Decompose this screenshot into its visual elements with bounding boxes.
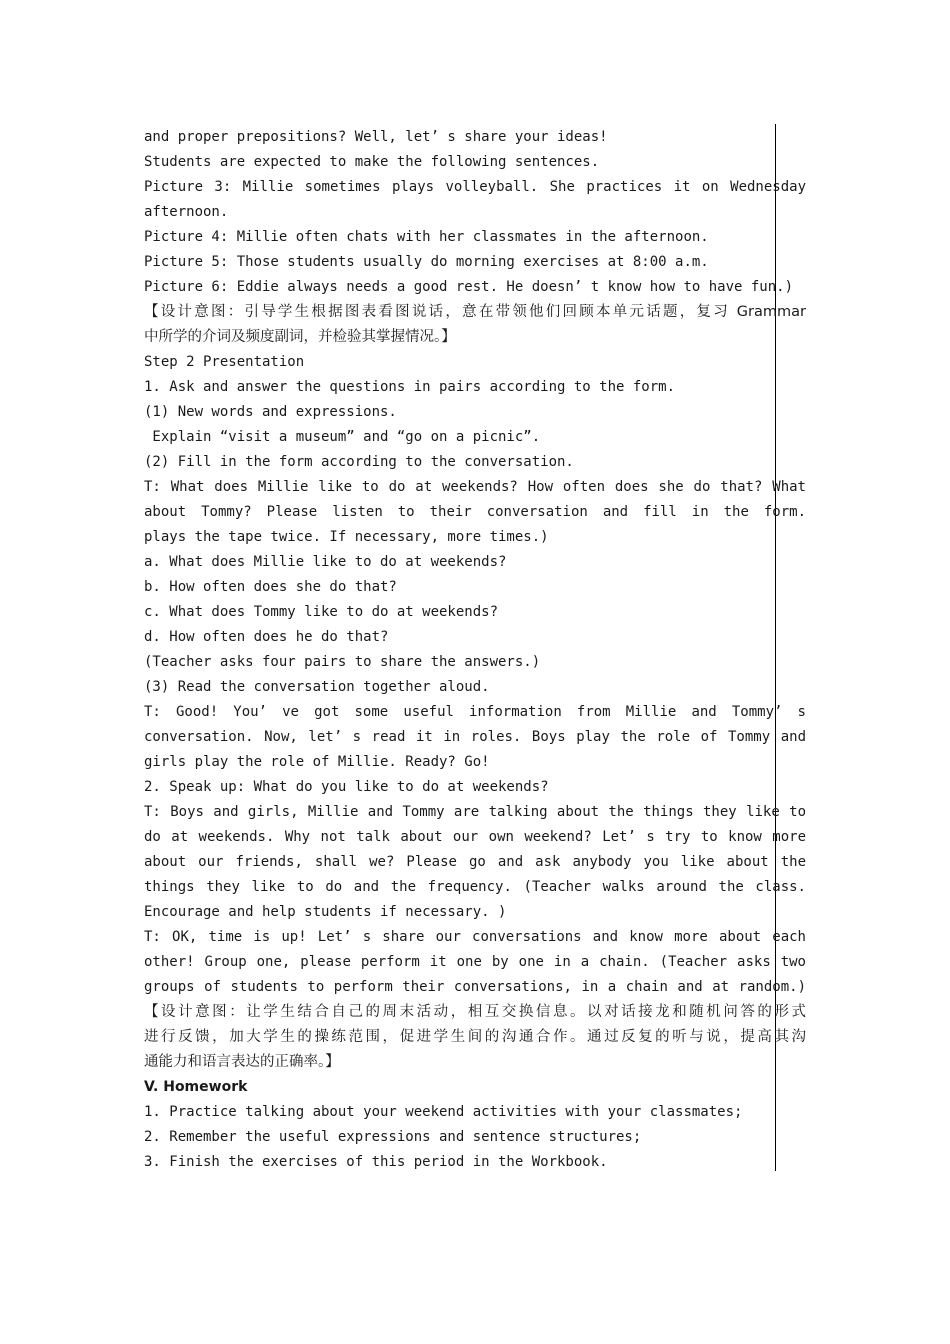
text-line: Encourage and help students if necessary. ): [144, 904, 507, 920]
text-line: 1. Ask and answer the questions in pairs according to the form.: [144, 379, 676, 395]
question-item: b. How often does she do that?: [144, 579, 397, 595]
design-intent-note: 进行反馈，加大学生的操练范围，促进学生间的沟通合作。通过反复的听与说，提高其沟: [144, 1029, 806, 1045]
homework-item: 2. Remember the useful expressions and sentence structures;: [144, 1129, 642, 1145]
text-line: (3) Read the conversation together aloud.: [144, 679, 490, 695]
section-heading: Step 2 Presentation: [144, 354, 305, 370]
document-body: [144, 125, 806, 1175]
design-intent-note: 中所学的介词及频度副词，并检验其掌握情况。】: [144, 329, 456, 345]
text-line: other! Group one, please perform it one by one in a chain. (Teacher asks two: [144, 954, 806, 970]
text-line: girls play the role of Millie. Ready? Go!: [144, 754, 490, 770]
text-line: (1) New words and expressions.: [144, 404, 397, 420]
text-line: (Teacher asks four pairs to share the answers.): [144, 654, 541, 670]
homework-item: 3. Finish the exercises of this period in the Workbook.: [144, 1154, 608, 1170]
text-line: plays the tape twice. If necessary, more times.): [144, 529, 549, 545]
question-item: c. What does Tommy like to do at weekends?: [144, 604, 499, 620]
design-intent-note: 【设计意图：引导学生根据图表看图说话，意在带领他们回顾本单元话题，复习 Grammar: [144, 304, 806, 320]
text-line: and proper prepositions? Well, let’ s share your ideas!: [144, 129, 608, 145]
homework-item: 1. Practice talking about your weekend activities with your classmates;: [144, 1104, 743, 1120]
question-item: a. What does Millie like to do at weekends?: [144, 554, 507, 570]
text-line: Explain “visit a museum” and “go on a picnic”.: [144, 429, 541, 445]
text-line: groups of students to perform their conversations, in a chain and at random.): [144, 979, 806, 995]
text-line: T: OK, time is up! Let’ s share our conversations and know more about each: [144, 929, 806, 945]
text-line: Picture 6: Eddie always needs a good rest. He doesn’ t know how to have fun.): [144, 279, 794, 295]
text-line: Picture 4: Millie often chats with her classmates in the afternoon.: [144, 229, 709, 245]
design-intent-note: 通能力和语言表达的正确率。】: [144, 1054, 340, 1070]
text-line: about our friends, shall we? Please go and ask anybody you like about the: [144, 854, 806, 870]
text-line: T: Good! You’ ve got some useful information from Millie and Tommy’ s: [144, 704, 806, 720]
text-line: T: What does Millie like to do at weekends? How often does she do that? What: [144, 479, 806, 495]
text-line: Picture 3: Millie sometimes plays volleyball. She practices it on Wednesday: [144, 179, 806, 195]
text-line: Picture 5: Those students usually do morning exercises at 8:00 a.m.: [144, 254, 709, 270]
homework-heading: V. Homework: [144, 1079, 248, 1095]
text-line: things they like to do and the frequency. (Teacher walks around the class.: [144, 879, 806, 895]
design-intent-note: 【设计意图：让学生结合自己的周末活动，相互交换信息。以对话接龙和随机问答的形式: [144, 1004, 806, 1020]
text-line: afternoon.: [144, 204, 229, 220]
text-line: Students are expected to make the following sentences.: [144, 154, 600, 170]
text-line: about Tommy? Please listen to their conversation and fill in the form.: [144, 504, 806, 520]
text-line: conversation. Now, let’ s read it in roles. Boys play the role of Tommy and: [144, 729, 806, 745]
text-line: T: Boys and girls, Millie and Tommy are talking about the things they like to: [144, 804, 806, 820]
text-line: 2. Speak up: What do you like to do at weekends?: [144, 779, 549, 795]
text-line: do at weekends. Why not talk about our own weekend? Let’ s try to know more: [144, 829, 806, 845]
question-item: d. How often does he do that?: [144, 629, 389, 645]
text-line: (2) Fill in the form according to the conversation.: [144, 454, 574, 470]
